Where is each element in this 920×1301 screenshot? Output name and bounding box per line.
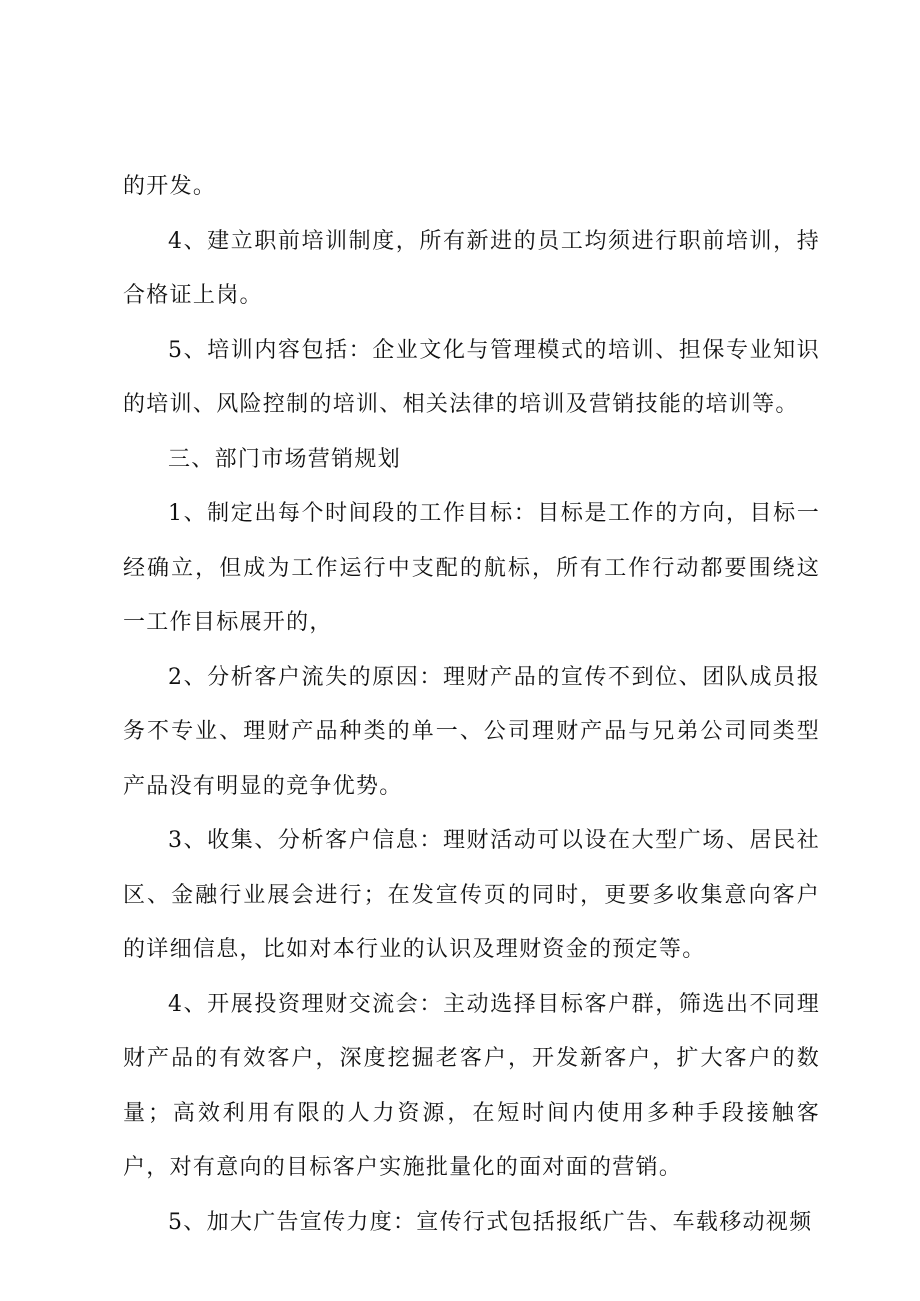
paragraph-item-3-customer-info: 3、收集、分析客户信息：理财活动可以设在大型广场、居民社区、金融行业展会进行；在发宣传页的同时，更要多收集意向客户的详细信息，比如对本行业的认识及理财资金的预定等。 — [123, 828, 820, 962]
paragraph-item-1-work-goals: 1、制定出每个时间段的工作目标：目标是工作的方向，目标一经确立，但成为工作运行中支配的航标，所有工作行动都要围绕这一工作目标展开的， — [123, 501, 820, 635]
document-body — [123, 160, 820, 1250]
paragraph-item-5-training-content: 5、培训内容包括：企业文化与管理模式的培训、担保专业知识的培训、风险控制的培训、相关法律的培训及营销技能的培训等。 — [123, 337, 820, 417]
paragraph-continuation: 的开发。 — [123, 174, 217, 199]
paragraph-item-5-advertising: 5、加大广告宣传力度：宣传行式包括报纸广告、车载移动视频 — [168, 1209, 813, 1235]
paragraph-item-2-customer-loss: 2、分析客户流失的原因：理财产品的宣传不到位、团队成员报务不专业、理财产品种类的单一、公司理财产品与兄弟公司同类型产品没有明显的竞争优势。 — [123, 664, 820, 799]
paragraph-item-4-investment-meetings: 4、开展投资理财交流会：主动选择目标客户群，筛选出不同理财产品的有效客户，深度挖掘老客户，开发新客户，扩大客户的数量；高效利用有限的人力资源，在短时间内使用多种手段接触客户，对有意向的目标客户实施批量化的面对面的营销。 — [123, 991, 820, 1180]
section-heading-marketing-plan: 三、部门市场营销规划 — [168, 446, 402, 472]
paragraph-item-4-pre-job-training: 4、建立职前培训制度，所有新进的员工均须进行职前培训，持合格证上岗。 — [123, 228, 820, 308]
